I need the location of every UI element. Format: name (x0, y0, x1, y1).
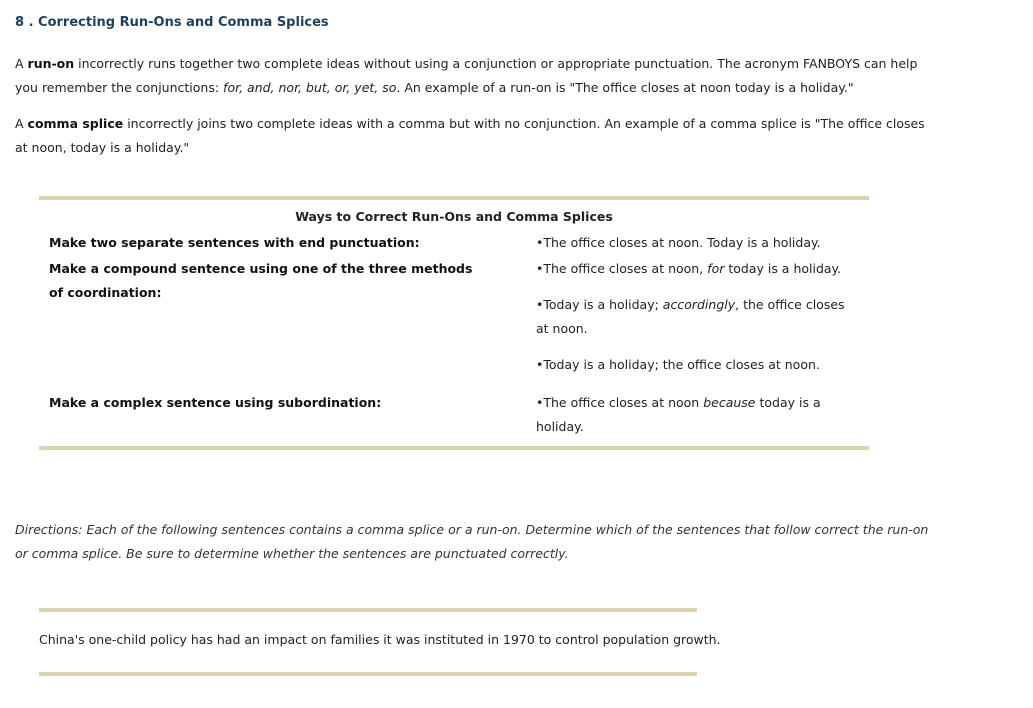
comma-splice-definition (15, 112, 925, 160)
table-row-method: Make a complex sentence using subordination: (49, 395, 382, 410)
question-top-rule (39, 608, 697, 612)
table-row-example (536, 293, 856, 341)
text-fragment: A (15, 56, 28, 71)
conjunction-emphasis: for (707, 261, 725, 276)
directions-text: Directions: Each of the following sentences contains a comma splice or a run-on. Determine which of the sentences that follow correct the run-on or comma splice. Be sure to determine whether the sentences are punctuated correctly. (15, 522, 929, 561)
table-bottom-rule (39, 446, 869, 450)
table-top-rule (39, 196, 869, 200)
question-sentence: China's one-child policy has had an impact on families it was instituted in 1970 to control population growth. (39, 632, 721, 647)
text-fragment: A (15, 116, 28, 131)
text-fragment: incorrectly joins two complete ideas with a comma but with no conjunction. An example of a comma splice is "The office closes at noon, today is a holiday." (15, 116, 925, 155)
text-fragment: . An example of a run-on is "The office closes at noon today is a holiday." (396, 80, 854, 95)
table-title: Ways to Correct Run-Ons and Comma Splices (295, 209, 613, 224)
text-fragment: today is a holiday. (536, 395, 821, 434)
text-fragment: •The office closes at noon, (536, 261, 708, 276)
table-row-example (536, 391, 821, 439)
text-fragment: today is a holiday. (724, 261, 842, 276)
table-row-example (536, 257, 861, 281)
run-on-definition (15, 52, 925, 100)
table-row-example (536, 231, 861, 255)
adverb-emphasis: accordingly (662, 297, 736, 312)
text-fragment: •The office closes at noon (536, 395, 704, 410)
section-heading: 8 . Correcting Run-Ons and Comma Splices (15, 15, 329, 30)
text-fragment: •The office closes at noon. Today is a holiday. (536, 235, 821, 250)
term-run-on: run-on (27, 56, 75, 71)
table-row-method: Make two separate sentences with end punctuation: (49, 235, 420, 250)
text-fragment: •Today is a holiday; the office closes at noon. (536, 357, 820, 372)
text-fragment: incorrectly runs together two complete ideas without using a conjunction or appropriate punctuation. The acronym FANBOYS can help you remember the conjunctions: (15, 56, 918, 95)
table-row-example (536, 353, 861, 377)
text-fragment: •Today is a holiday; (536, 297, 663, 312)
text-fragment: , the office closes at noon. (536, 297, 845, 336)
conjunctions-list: for, and, nor, but, or, yet, so (223, 80, 397, 95)
subordinator-emphasis: because (703, 395, 756, 410)
question-bottom-rule (39, 672, 697, 676)
term-comma-splice: comma splice (27, 116, 124, 131)
table-row-method: Make a compound sentence using one of the three methods of coordination: (49, 261, 473, 300)
